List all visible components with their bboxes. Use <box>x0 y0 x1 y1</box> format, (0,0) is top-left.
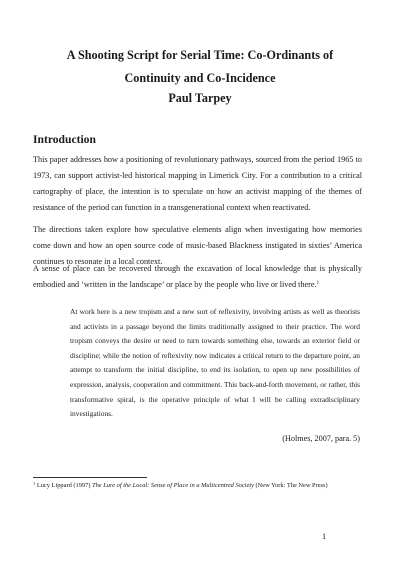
page-number: 1 <box>322 532 327 541</box>
body-paragraph-1: This paper addresses how a positioning of revolutionary pathways, sourced from the period 1965 to 1973, can support activist-led historical mapping in Limerick City. For a contribution to a critical cartography of place, the intention is to speculate on how an activist mapping of the themes of resistance of the period can function in a transgenerational context when reactivated. <box>33 155 362 212</box>
footnote-divider <box>33 477 147 478</box>
footnote-reference-marker[interactable]: 1 <box>316 281 320 286</box>
footnote-author-year: Lucy Lippard (1997) <box>36 482 93 489</box>
footnote <box>33 480 362 493</box>
footnote-publisher: (New York: The New Press) <box>253 482 328 489</box>
body-paragraph-2: The directions taken explore how speculative elements align when investigating how memories come down and how an open source code of music-based Blackness instigated in sixties’ America continues to resonate in a local context. <box>33 225 362 266</box>
quote-citation: (Holmes, 2007, para. 5) <box>282 434 360 443</box>
body-paragraph-3-text: A sense of place can be recovered through the excavation of local knowledge that is physically embodied and ‘written in the landscape’ or place by the people who live or lived there. <box>33 264 362 289</box>
footnote-marker: 1 <box>33 481 36 486</box>
paper-title: A Shooting Script for Serial Time: Co-Ordinants of Continuity and Co-Incidence <box>66 48 334 85</box>
author-name: Paul Tarpey <box>168 91 232 105</box>
body-paragraph-3 <box>33 261 362 293</box>
section-heading-introduction: Introduction <box>33 133 96 146</box>
block-quote: At work here is a new tropism and a new sort of reflexivity, involving artists as well as theorists and activists in a passage beyond the limits traditionally assigned to their practice. The word tropism conveys the desire or need to turn towards something else, towards an exterior field or discipline; while the notion of reflexivity now indicates a critical return to the departure point, an attempt to transform the initial discipline, to end its isolation, to open up new possibilities of expression, analysis, cooperation and commitment. This back-and-forth movement, or rather, this transformative spiral, is the operative principle of what I will be calling extradisciplinary investigations. <box>70 307 360 419</box>
footnote-book-title: The Lure of the Local: Sense of Place in a Multicentred Society <box>92 482 254 489</box>
